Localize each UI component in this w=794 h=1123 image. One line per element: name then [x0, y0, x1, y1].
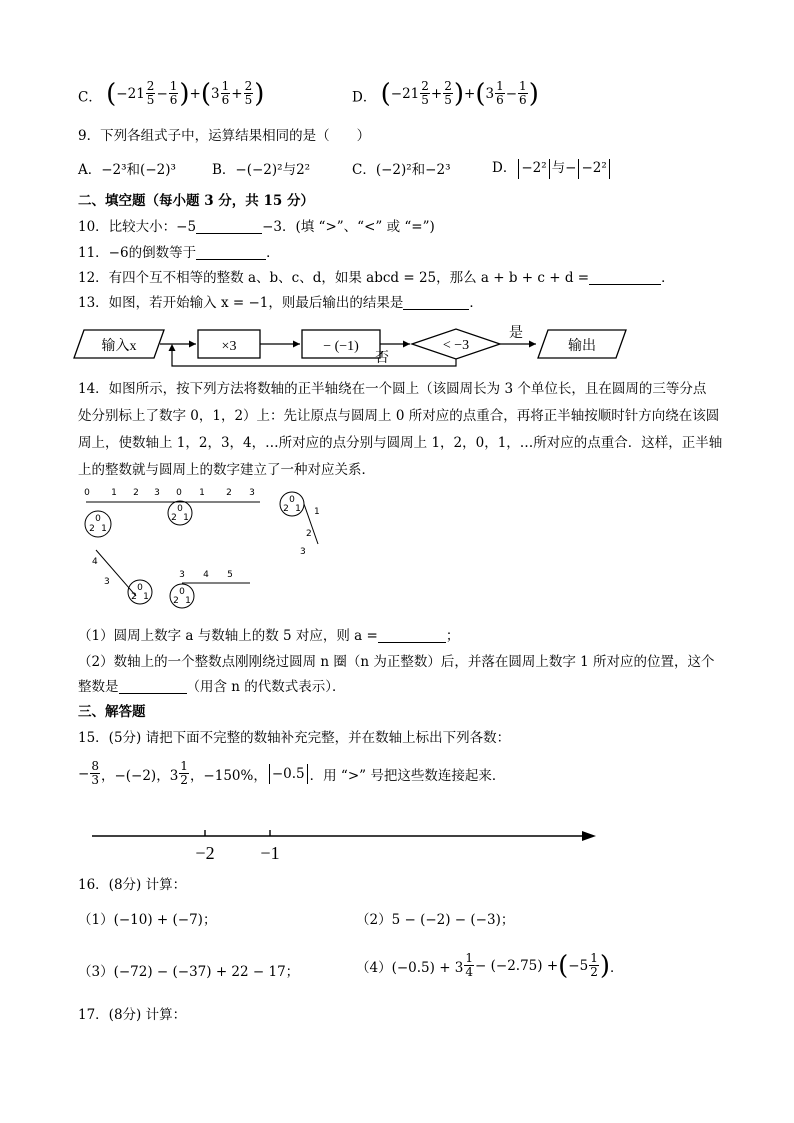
- svg-text:2: 2: [89, 524, 95, 534]
- svg-text:3: 3: [179, 570, 185, 580]
- svg-text:1: 1: [199, 488, 205, 498]
- svg-text:2: 2: [173, 596, 179, 606]
- q14-sub-2-line-1: （2）数轴上的一个整数点刚刚绕过圆周 n 圈（n 为正整数）后，并落在圆周上数字 1 所对应的位置，这个: [78, 654, 715, 670]
- svg-text:1: 1: [143, 592, 149, 602]
- svg-text:1: 1: [101, 524, 107, 534]
- svg-text:2: 2: [226, 488, 232, 498]
- answer-blank[interactable]: [196, 219, 262, 234]
- section-3-heading: 三、解答题: [78, 704, 146, 720]
- q14-line-3: 周上，使数轴上 1，2，3，4，…所对应的点分别与圆周上 1，2，0，1，…所对应的点重合．这样，正半轴: [78, 435, 723, 451]
- number-line[interactable]: [88, 822, 600, 866]
- svg-text:0: 0: [84, 488, 90, 498]
- q14-line-1: 14．如图所示，按下列方法将数轴的正半轴绕在一个圆上（该圆周长为 3 个单位长，且在圆周的三等分点: [78, 381, 707, 397]
- svg-text:4: 4: [203, 570, 209, 580]
- svg-text:3: 3: [249, 488, 255, 498]
- svg-text:1: 1: [185, 596, 191, 606]
- q9-option-a[interactable]: A．−2³和(−2)³: [78, 162, 176, 178]
- q14-line-2: 处分别标上了数字 0，1，2）上：先让原点与圆周上 0 所对应的点重合，再将正半轴按顺时针方向绕在该圆: [78, 408, 720, 424]
- q9-option-c[interactable]: C．(−2)²和−2³: [352, 162, 451, 178]
- svg-text:0: 0: [177, 504, 183, 514]
- svg-text:3: 3: [104, 577, 110, 587]
- svg-text:3: 3: [300, 547, 306, 557]
- q10: 10．比较大小：−5 −3．(填 “>”、“<” 或 “=”): [78, 219, 435, 235]
- q16-stem: 16．(8分) 计算：: [78, 877, 187, 893]
- flow-no-loop: [172, 346, 456, 366]
- q14-line-4: 上的整数就与圆周上的数字建立了一种对应关系．: [78, 462, 375, 478]
- svg-text:1: 1: [314, 507, 320, 517]
- q16-part-2: （2）5 − (−2) − (−3)；: [356, 912, 515, 928]
- q12: 12．有四个互不相等的整数 a、b、c、d，如果 abcd = 25，那么 a + b + c + d = ．: [78, 270, 675, 286]
- svg-text:0: 0: [95, 514, 101, 524]
- q16-part-4: （4）(−0.5) + 3 $\frac{1}{4}$ − (−2.75) + ( −5 $\frac{1}{2}$ ) ．: [356, 950, 624, 981]
- flow-no-label: 否: [375, 350, 389, 366]
- tick-label: −2: [195, 843, 215, 863]
- arrow-right-icon: [582, 831, 596, 841]
- q8-option-c[interactable]: [78, 80, 264, 107]
- q14-figure: [78, 484, 328, 612]
- svg-text:0: 0: [289, 495, 295, 505]
- answer-blank[interactable]: [403, 295, 469, 310]
- svg-text:2: 2: [283, 504, 289, 514]
- svg-text:2: 2: [133, 488, 139, 498]
- svg-text:2: 2: [306, 529, 312, 539]
- option-label: D．: [352, 89, 377, 106]
- flow-input-text: 输入x: [101, 339, 137, 354]
- svg-text:1: 1: [183, 513, 189, 523]
- q17-stem: 17．(8分) 计算：: [78, 1007, 187, 1023]
- svg-text:5: 5: [227, 570, 233, 580]
- flow-minus-text: − (−1): [323, 339, 359, 354]
- answer-blank[interactable]: [589, 270, 661, 285]
- q16-part-3: （3）(−72) − (−37) + 22 − 17；: [78, 964, 300, 980]
- flow-condition-text: < −3: [442, 338, 470, 353]
- svg-text:2: 2: [171, 513, 177, 523]
- q8-d-expression: ( −21 $\frac{2}{5}$ + $\frac{2}{5}$ ) + ( 3 $\frac{1}{6}$ − $\frac{1}{6}$ ): [380, 78, 539, 109]
- q14-sub-1: （1）圆周上数字 a 与数轴上的数 5 对应，则 a = ；: [78, 628, 460, 644]
- svg-text:0: 0: [179, 587, 185, 597]
- section-2-heading: 二、填空题（每小题 3 分，共 15 分）: [78, 193, 314, 209]
- q9-stem: 9．下列各组式子中，运算结果相同的是（ ）: [78, 128, 371, 144]
- option-label: C．: [78, 89, 102, 106]
- svg-text:1: 1: [295, 504, 301, 514]
- answer-blank[interactable]: [378, 628, 446, 643]
- q13: 13．如图，若开始输入 x = −1，则最后输出的结果是 ．: [78, 295, 483, 311]
- svg-text:3: 3: [154, 488, 160, 498]
- svg-text:2: 2: [131, 592, 137, 602]
- q9-option-d[interactable]: D． −2² 与− −2²: [492, 156, 612, 179]
- answer-blank[interactable]: [119, 679, 187, 694]
- q15-numbers: − $\frac{8}{3}$ ，−(−2)，3 $\frac{1}{2}$ ，−150%， −0.5 ．用 “>” 号把这些数连接起来．: [78, 759, 506, 787]
- svg-text:0: 0: [137, 583, 143, 593]
- q11: 11．−6的倒数等于 ．: [78, 245, 280, 261]
- q8-c-expression: ( −21 $\frac{2}{5}$ − $\frac{1}{6}$ ) + ( 3 $\frac{1}{6}$ + $\frac{2}{5}$ ): [106, 78, 265, 109]
- q15-stem: 15．(5分) 请把下面不完整的数轴补充完整，并在数轴上标出下列各数：: [78, 730, 511, 746]
- svg-text:0: 0: [176, 488, 182, 498]
- svg-text:4: 4: [92, 557, 98, 567]
- tick-label: −1: [260, 843, 280, 863]
- flowchart: [70, 322, 640, 372]
- q8-option-d[interactable]: [352, 80, 539, 107]
- flow-yes-label: 是: [509, 325, 523, 341]
- answer-blank[interactable]: [196, 245, 266, 260]
- q16-part-1: （1）(−10) + (−7)；: [78, 912, 217, 928]
- q9-option-b[interactable]: B．−(−2)²与2²: [212, 162, 311, 178]
- svg-text:1: 1: [111, 488, 117, 498]
- q14-sub-2-line-2: 整数是 （用含 n 的代数式表示）．: [78, 679, 346, 695]
- flow-times-text: ×3: [221, 339, 237, 354]
- flow-output-text: 输出: [568, 338, 596, 354]
